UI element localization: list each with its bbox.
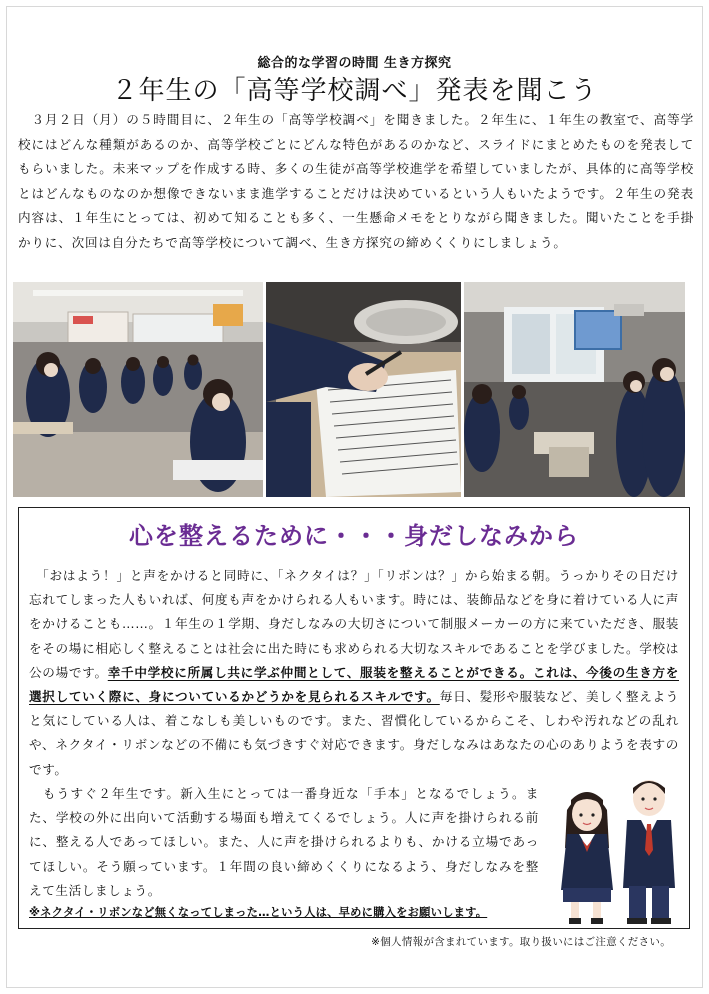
girl-student-icon xyxy=(561,792,613,924)
section-paragraph-2: もうすぐ２年生です。新入生にとっては一番身近な「手本」となるでしょう。また、学校の外に出向いて活動する場面も増えてくるでしょう。人に声を掛けられる前に、整える人であってほしい。また、人に声を掛けられるよりも、かける立場であってほしい。そう願っています。１年間の良い締めくくりになるよう、身だしなみを整えて生活しましょう。 xyxy=(29,786,539,898)
presentation-photo xyxy=(464,282,685,497)
grooming-section xyxy=(18,507,690,929)
privacy-note: ※個人情報が含まれています。取り扱いにはご注意ください。 xyxy=(371,936,671,948)
paragraph-1-end: 毎日、髪形や服装など、美しく整えようと気にしている人は、着こなしも美しいものです。また、習慣化しているからこそ、しわや汚れなどの乱れや、ネクタイ・リボンなどの不備にも気づきすぐ対応できます。身だしなみはあなたの心のありようを表すのです。 xyxy=(29,689,679,777)
note-taking-photo xyxy=(266,282,461,497)
purchase-note: ※ネクタイ・リボンなど無くなってしまった…という人は、早めに購入をお願いします。 xyxy=(29,906,488,919)
classroom-photo xyxy=(13,282,263,497)
boy-student-icon xyxy=(623,780,675,924)
intro-paragraph: ３月２日（月）の５時間目に、２年生の「高等学校調べ」を聞きました。２年生に、１年生の教室で、高等学校にはどんな種類があるのか、高等学校ごとにどんな特色があるのかなど、スライドにまとめたものを発表してもらいました。未来マップを作成する時、多くの生徒が高等学校進学を希望していましたが、具体的に高等学校とはどんなものなのか想像できないまま進学することだけは決めているという人もいたようです。２年生の発表内容は、１年生にとっては、初めて知ることも多く、一生懸命メモをとりながら聞きました。聞いたことを手掛かりに、次回は自分たちで高等学校について調べ、生き方探究の締めくくりにしましょう。 xyxy=(18,112,694,250)
students-uniform-illustration xyxy=(549,770,684,925)
paragraph-1-start: 「おはよう！」と声をかけると同時に、「ネクタイは？」「リボンは？」から始まる朝。うっかりその日だけ忘れてしまった人もいれば、何度も声をかけられる人もいます。時には、装飾品などを身に着けている人に声をかけることも……。１年生の１学期、身だしなみの大切さについて制服メーカーの方に来ていただき、服装をその場に相応しく整えることは社会に出た時にも求められる大切なスキルであることを学びました。学校は公の場です。 xyxy=(29,568,679,680)
section-paragraph-1 xyxy=(29,564,679,782)
photo-strip xyxy=(13,282,685,497)
paragraph-1-emphasis: 幸千中学校に所属し共に学ぶ仲間として、服装を整えることができる。これは、今後の生き方を選択していく際に、身についているかどうかを見られるスキルです。 xyxy=(29,664,679,705)
section-heading: 心を整えるために・・・身だしなみから xyxy=(129,522,579,550)
page-subtitle: 総合的な学習の時間 生き方探究 xyxy=(257,56,452,71)
page-title: ２年生の「高等学校調べ」発表を聞こう xyxy=(111,76,598,106)
